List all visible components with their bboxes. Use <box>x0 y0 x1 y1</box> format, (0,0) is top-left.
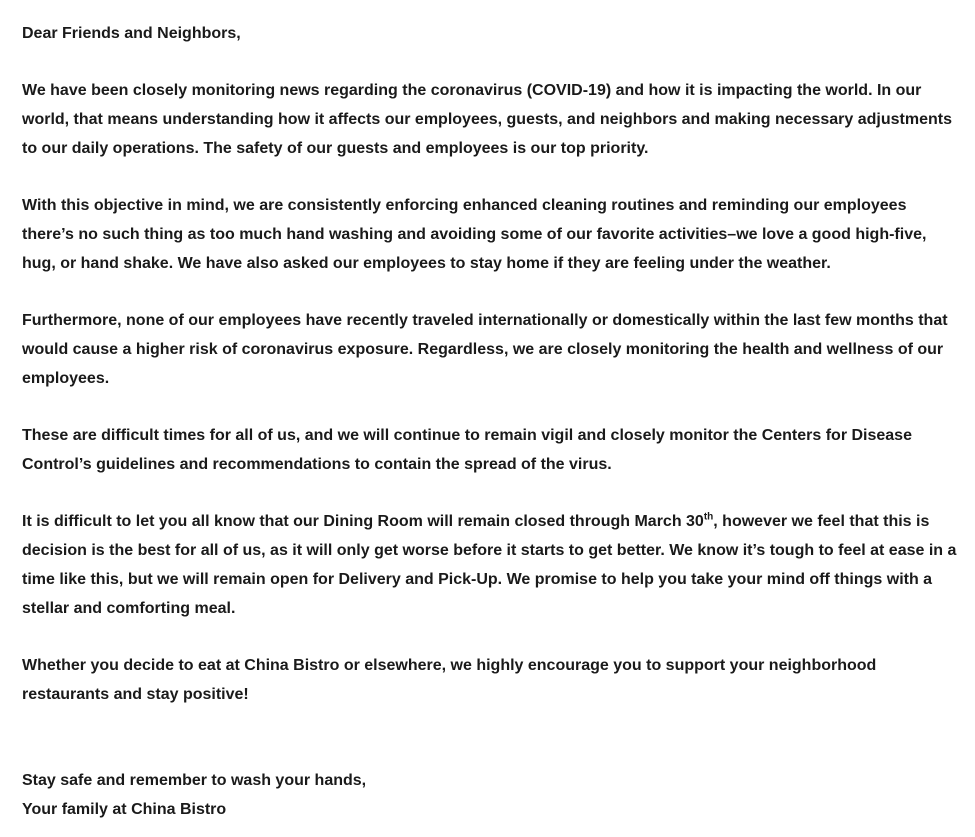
paragraph-spacer <box>22 278 957 306</box>
paragraph-travel: Furthermore, none of our employees have recently traveled internationally or domestically within the last few months that would cause a higher risk of coronavirus exposure. Regardless, we are closely monitoring the health and wellness of our employees. <box>22 312 948 387</box>
paragraph-spacer <box>22 623 957 651</box>
paragraph-spacer <box>22 709 957 766</box>
paragraph-encouragement: Whether you decide to eat at China Bistro or elsewhere, we highly encourage you to support your neighborhood restaurants and stay positive! <box>22 657 877 703</box>
sign-off: Stay safe and remember to wash your hands, <box>22 772 367 789</box>
closure-text-start: It is difficult to let you all know that our Dining Room will remain closed through March 30 <box>22 513 704 530</box>
paragraph-cdc: These are difficult times for all of us, and we will continue to remain vigil and closely monitor the Centers for Disease Control’s guidelines and recommendations to contain the spread of the virus. <box>22 427 912 473</box>
paragraph-spacer <box>22 479 957 507</box>
paragraph-dining-room-closure <box>22 507 957 623</box>
paragraph-cleaning: With this objective in mind, we are consistently enforcing enhanced cleaning routines and reminding our employees there’s no such thing as too much hand washing and avoiding some of our favorite activities–we love a good high-five, hug, or hand shake. We have also asked our employees to stay home if they are feeling under the weather. <box>22 197 927 272</box>
paragraph-spacer <box>22 48 957 76</box>
paragraph-spacer <box>22 163 957 191</box>
signature: Your family at China Bistro <box>22 801 227 818</box>
date-ordinal-suffix: th <box>703 511 714 523</box>
paragraph-monitoring: We have been closely monitoring news regarding the coronavirus (COVID-19) and how it is impacting the world. In our world, that means understanding how it affects our employees, guests, and neighbors and making necessary adjustments to our daily operations. The safety of our guests and employees is our top priority. <box>22 82 952 157</box>
closure-text-end: , however we feel that this is decision is the best for all of us, as it will only get worse before it starts to get better. We know it’s tough to feel at ease in a time like this, but we will remain open for Delivery and Pick-Up. We promise to help you take your mind off things with a stellar and comforting meal. <box>22 513 957 617</box>
paragraph-spacer <box>22 393 957 421</box>
greeting: Dear Friends and Neighbors, <box>22 25 241 42</box>
letter-body <box>22 19 957 824</box>
